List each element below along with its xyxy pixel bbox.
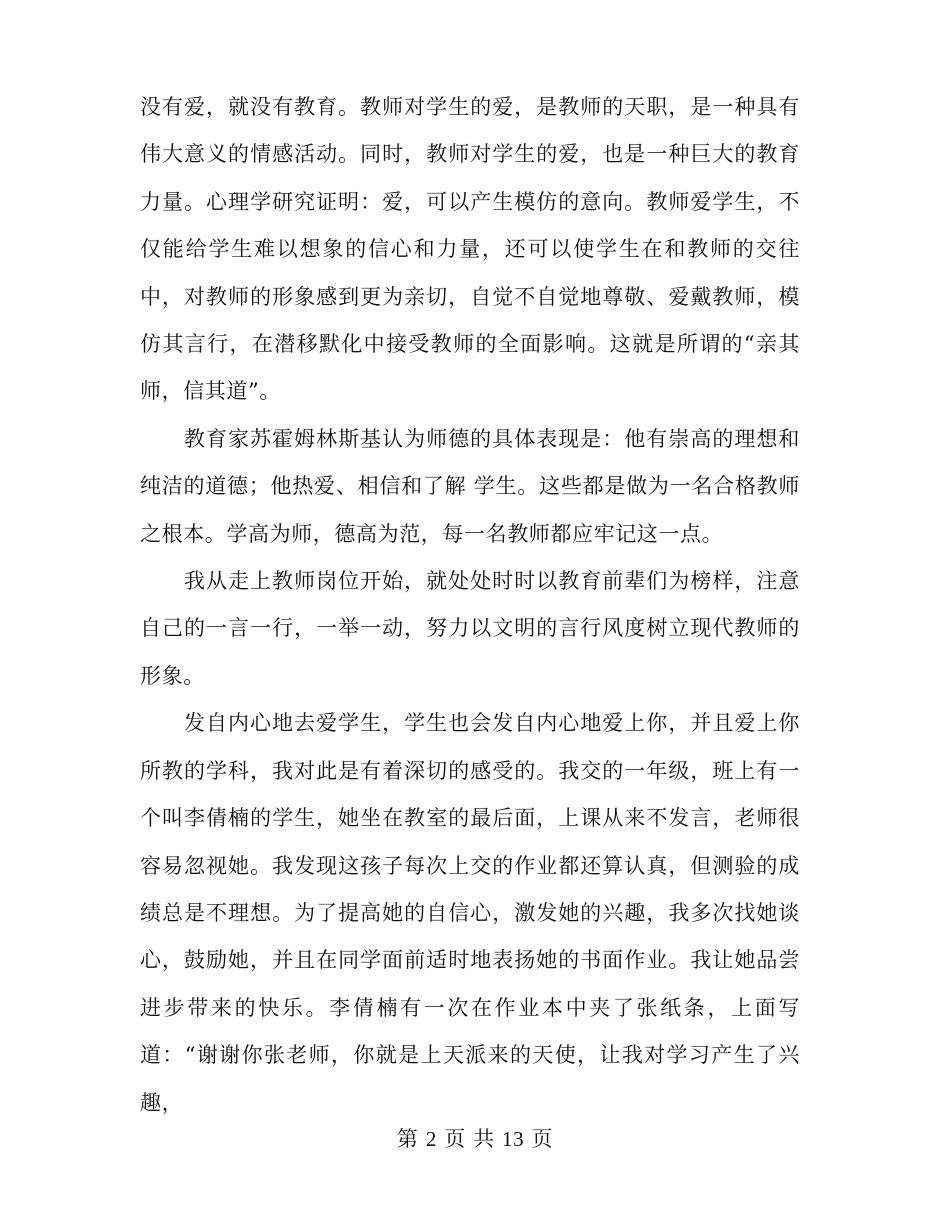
- footer-prefix: 第: [396, 1127, 419, 1151]
- total-pages-number: 13: [501, 1127, 525, 1151]
- paragraph-1: 没有爱，就没有教育。教师对学生的爱，是教师的天职，是一种具有伟大意义的情感活动。同时，教师对学生的爱，也是一种巨大的教育力量。心理学研究证明：爱，可以产生模仿的意向。教师爱学生，不仅能给学生难以想象的信心和力量，还可以使学生在和教师的交往中，对教师的形象感到更为亲切，自觉不自觉地尊敬、爱戴教师，模仿其言行，在潜移默化中接受教师的全面影响。这就是所谓的“亲其师，信其道”。: [140, 95, 800, 404]
- page-number-footer: [0, 1124, 950, 1154]
- paragraph-4: 发自内心地去爱学生，学生也会发自内心地爱上你，并且爱上你所教的学科，我对此是有着深切的感受的。我交的一年级，班上有一个叫李倩楠的学生，她坐在教室的最后面，上课从来不发言，老师很容易忽视她。我发现这孩子每次上交的作业都还算认真，但测验的成绩总是不理想。为了提高她的自信心，激发她的兴趣，我多次找她谈心，鼓励她，并且在同学面前适时地表扬她的书面作业。我让她品尝进步带来的快乐。李倩楠有一次在作业本中夹了张纸条，上面写道：“谢谢你张老师，你就是上天派来的天使，让我对学习产生了兴趣，: [140, 711, 800, 1115]
- footer-suffix: 页: [531, 1127, 554, 1151]
- paragraph-3: 我从走上教师岗位开始，就处处时时以教育前辈们为榜样，注意自己的一言一行，一举一动，努力以文明的言行风度树立现代教师的形象。: [140, 569, 800, 688]
- paragraph-2: 教育家苏霍姆林斯基认为师德的具体表现是：他有崇高的理想和纯洁的道德；他热爱、相信和了解 学生。这些都是做为一名合格教师之根本。学高为师，德高为范，每一名教师都应牢记这一点。: [140, 426, 800, 546]
- current-page-number: 2: [425, 1127, 437, 1151]
- document-body: [140, 84, 800, 1127]
- footer-middle: 页 共: [444, 1127, 495, 1151]
